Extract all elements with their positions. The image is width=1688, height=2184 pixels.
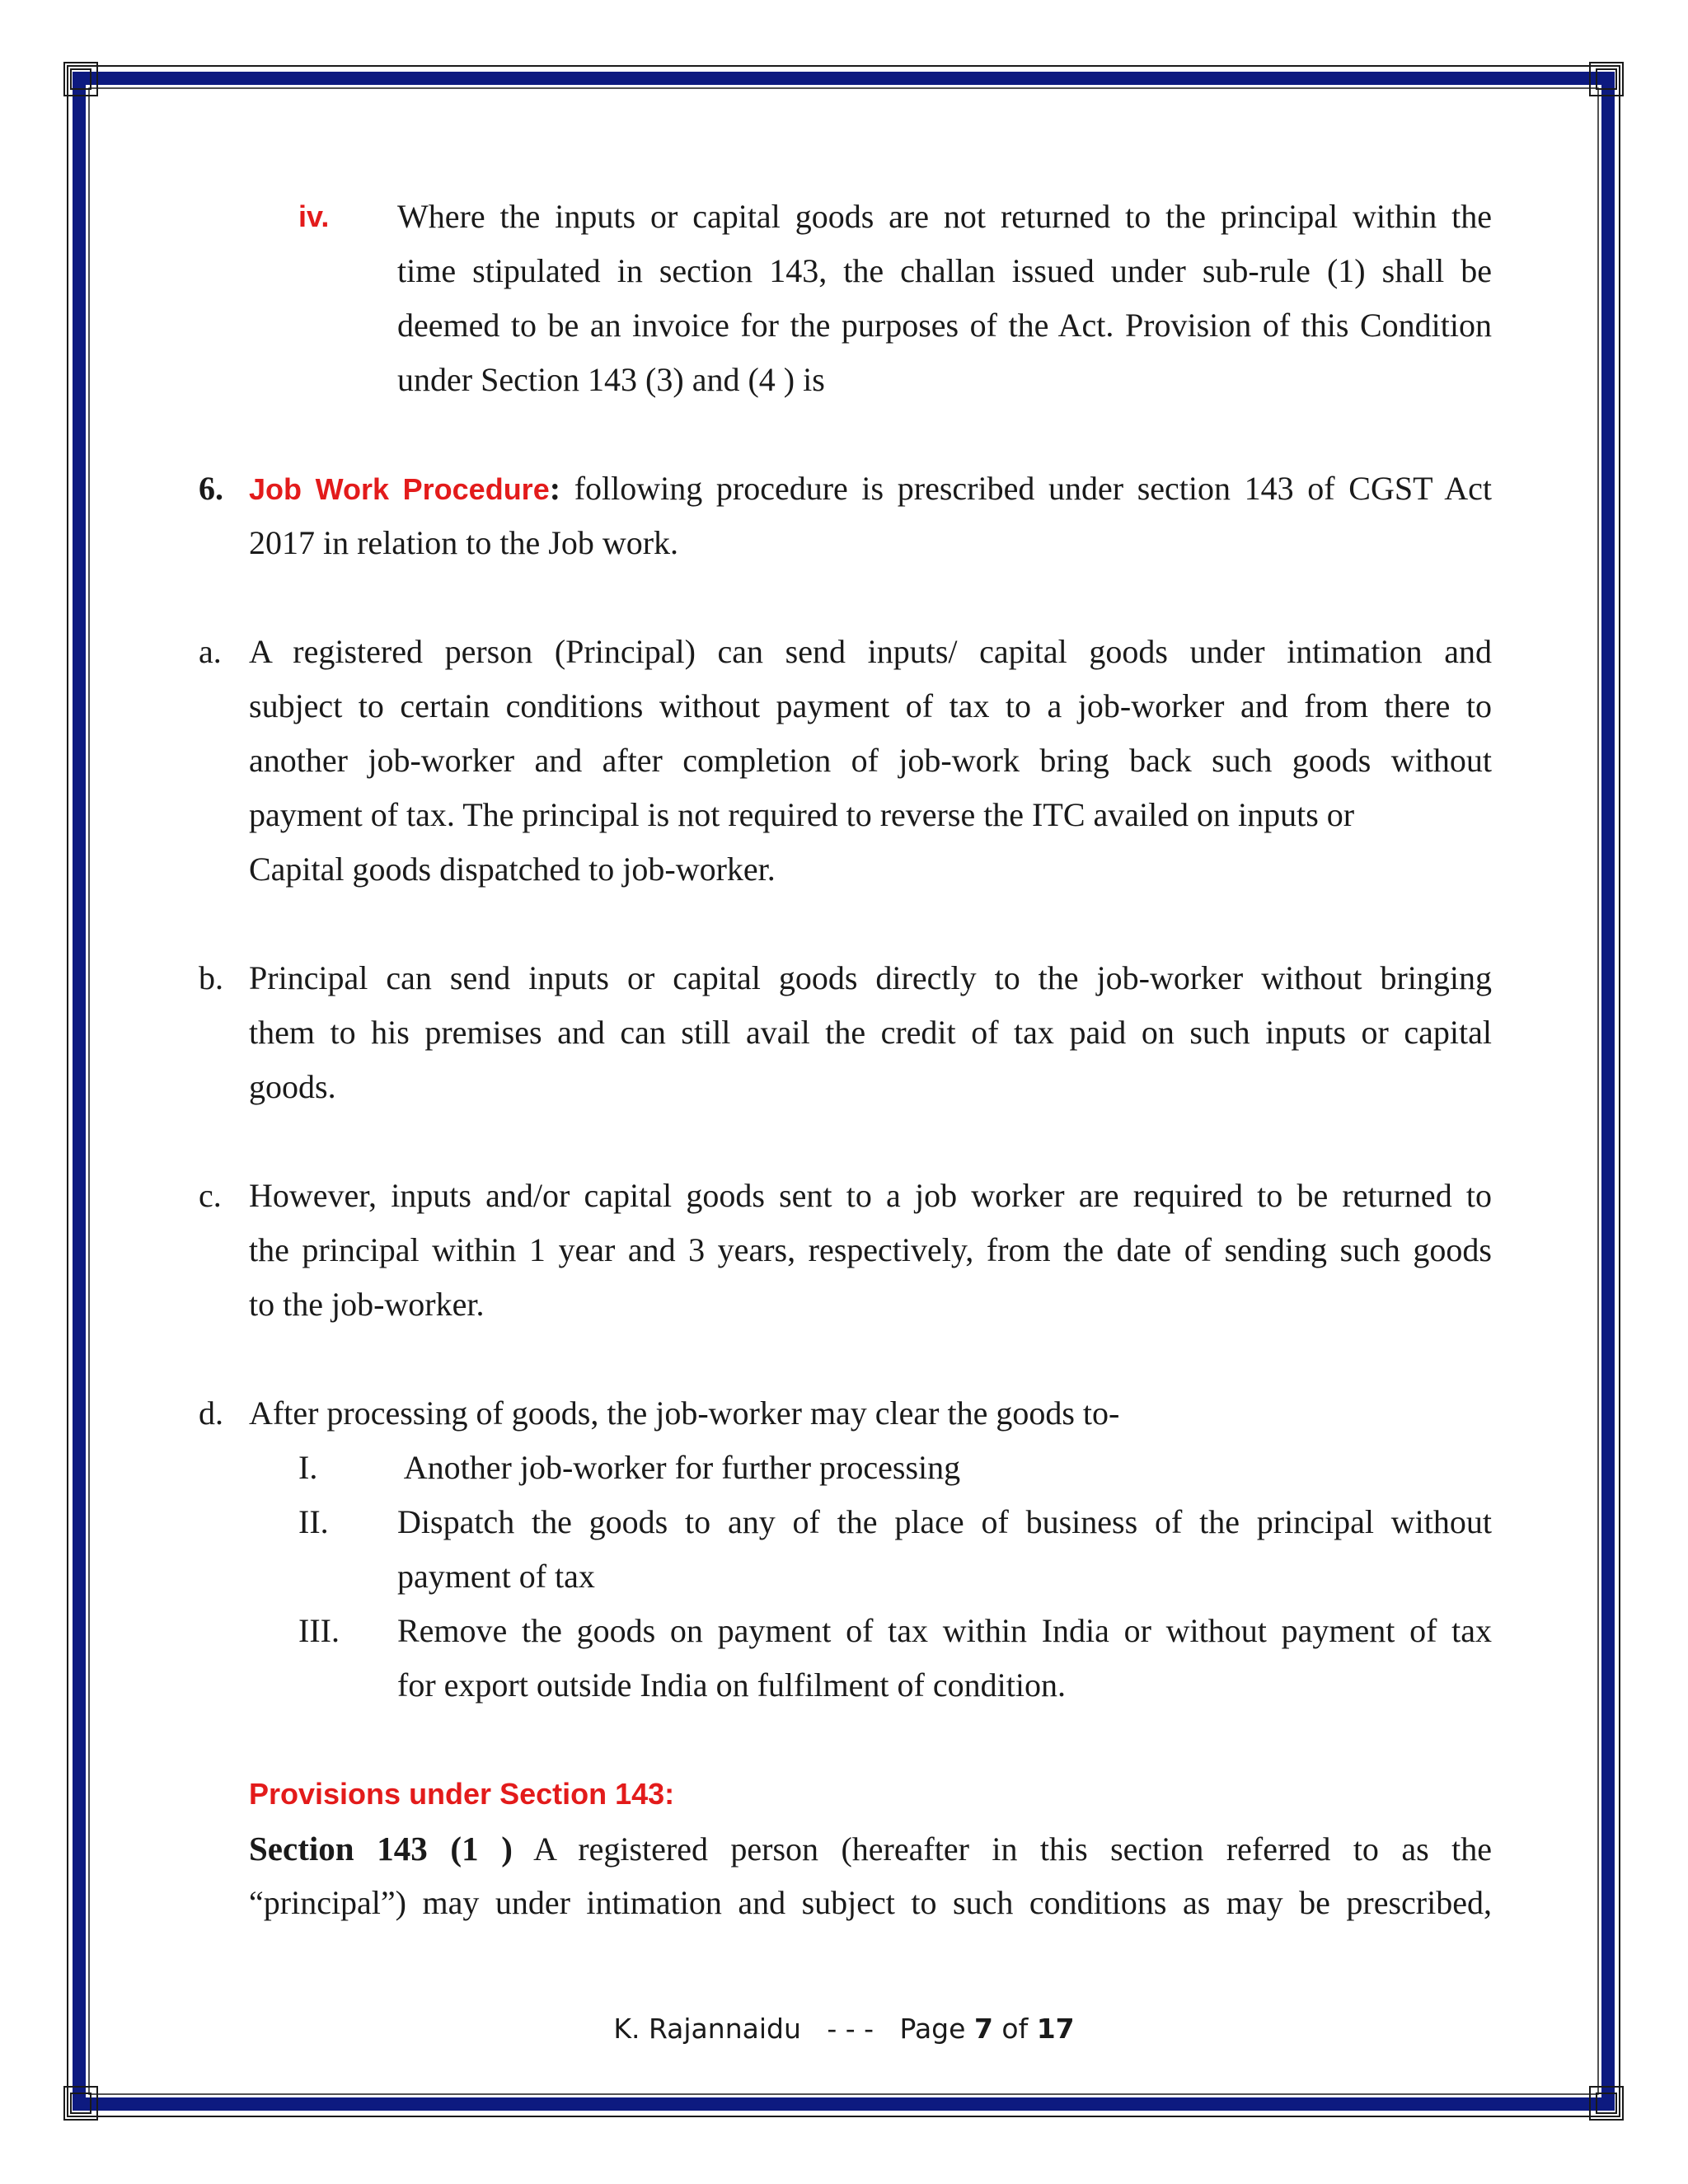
point-a-line-4: payment of tax. The principal is not required to reverse the ITC availed on inputs or <box>249 796 1355 833</box>
subpoint-3-marker: III. <box>298 1612 340 1649</box>
subpoint-2-marker: II. <box>298 1503 329 1540</box>
footer-of-word: of <box>1001 2013 1029 2045</box>
subpoint-3-line-2: for export outside India on fulfilment of condition. <box>397 1666 1066 1704</box>
subpoint-2-line-2: payment of tax <box>397 1558 595 1595</box>
point-b-line-1: Principal can send inputs or capital goods directly to the job-worker without bringing <box>249 959 1492 996</box>
point-a-marker: a. <box>199 633 222 670</box>
item-iv-line-1: Where the inputs or capital goods are not returned to the principal within the <box>397 198 1492 235</box>
footer-author: K. Rajannaidu <box>613 2013 801 2045</box>
point-b-marker: b. <box>199 959 223 996</box>
subpoint-2-line-1: Dispatch the goods to any of the place of business of the principal without <box>397 1503 1492 1540</box>
point-a-line-2: subject to certain conditions without payment of tax to a job-worker and from there to <box>249 687 1492 724</box>
point-a-line-5: Capital goods dispatched to job-worker. <box>249 851 776 888</box>
footer-page-word: Page <box>899 2013 966 2045</box>
item-iv-line-3: deemed to be an invoice for the purposes of the Act. Provision of this Condition <box>397 307 1492 344</box>
point-c-line-2: the principal within 1 year and 3 years, respectively, from the date of sending such goods <box>249 1231 1492 1268</box>
point-c-line-1: However, inputs and/or capital goods sent to a job worker are required to be returned to <box>249 1177 1492 1214</box>
point-c-marker: c. <box>199 1177 222 1214</box>
item-iv-line-4: under Section 143 (3) and (4 ) is <box>397 361 825 398</box>
section-6-line-2: 2017 in relation to the Job work. <box>249 524 679 561</box>
section-6-number: 6. <box>199 470 223 507</box>
footer-separator: - - - <box>827 2013 874 2045</box>
item-iv-marker: iv. <box>298 199 330 233</box>
provisions-line-1 <box>249 1829 1492 1869</box>
point-b-line-2: them to his premises and can still avail the credit of tax paid on such inputs or capital <box>249 1014 1492 1051</box>
page-footer <box>0 2013 1688 2045</box>
subpoint-1-line-1: Another job-worker for further processing <box>397 1449 961 1486</box>
footer-page-total: 17 <box>1036 2013 1075 2045</box>
point-a-line-3: another job-worker and after completion of job-work bring back such goods without <box>249 742 1492 779</box>
provisions-line-1-text: A registered person (hereafter in this section referred to as the <box>533 1830 1492 1868</box>
section-6-line-1 <box>249 469 1492 509</box>
subpoint-3-line-1: Remove the goods on payment of tax within India or without payment of tax <box>397 1612 1492 1649</box>
provisions-heading: Provisions under Section 143: <box>249 1777 675 1811</box>
point-c-line-3: to the job-worker. <box>249 1286 485 1323</box>
point-b-line-3: goods. <box>249 1068 336 1105</box>
section-6-line-1-text: following procedure is prescribed under section 143 of CGST Act <box>560 470 1492 507</box>
section-143-label: Section 143 (1 ) <box>249 1830 513 1868</box>
subpoint-1-marker: I. <box>298 1449 318 1486</box>
footer-page-number: 7 <box>973 2013 993 2045</box>
point-a-line-1: A registered person (Principal) can send inputs/ capital goods under intimation and <box>249 633 1492 670</box>
section-6-colon: : <box>549 470 561 507</box>
item-iv-line-2: time stipulated in section 143, the challan issued under sub-rule (1) shall be <box>397 252 1492 289</box>
section-6-heading: Job Work Procedure <box>249 472 550 506</box>
provisions-line-2: “principal”) may under intimation and subject to such conditions as may be prescribed, <box>249 1884 1492 1921</box>
point-d-marker: d. <box>199 1394 223 1432</box>
point-d-line-1: After processing of goods, the job-worker may clear the goods to- <box>249 1394 1120 1432</box>
